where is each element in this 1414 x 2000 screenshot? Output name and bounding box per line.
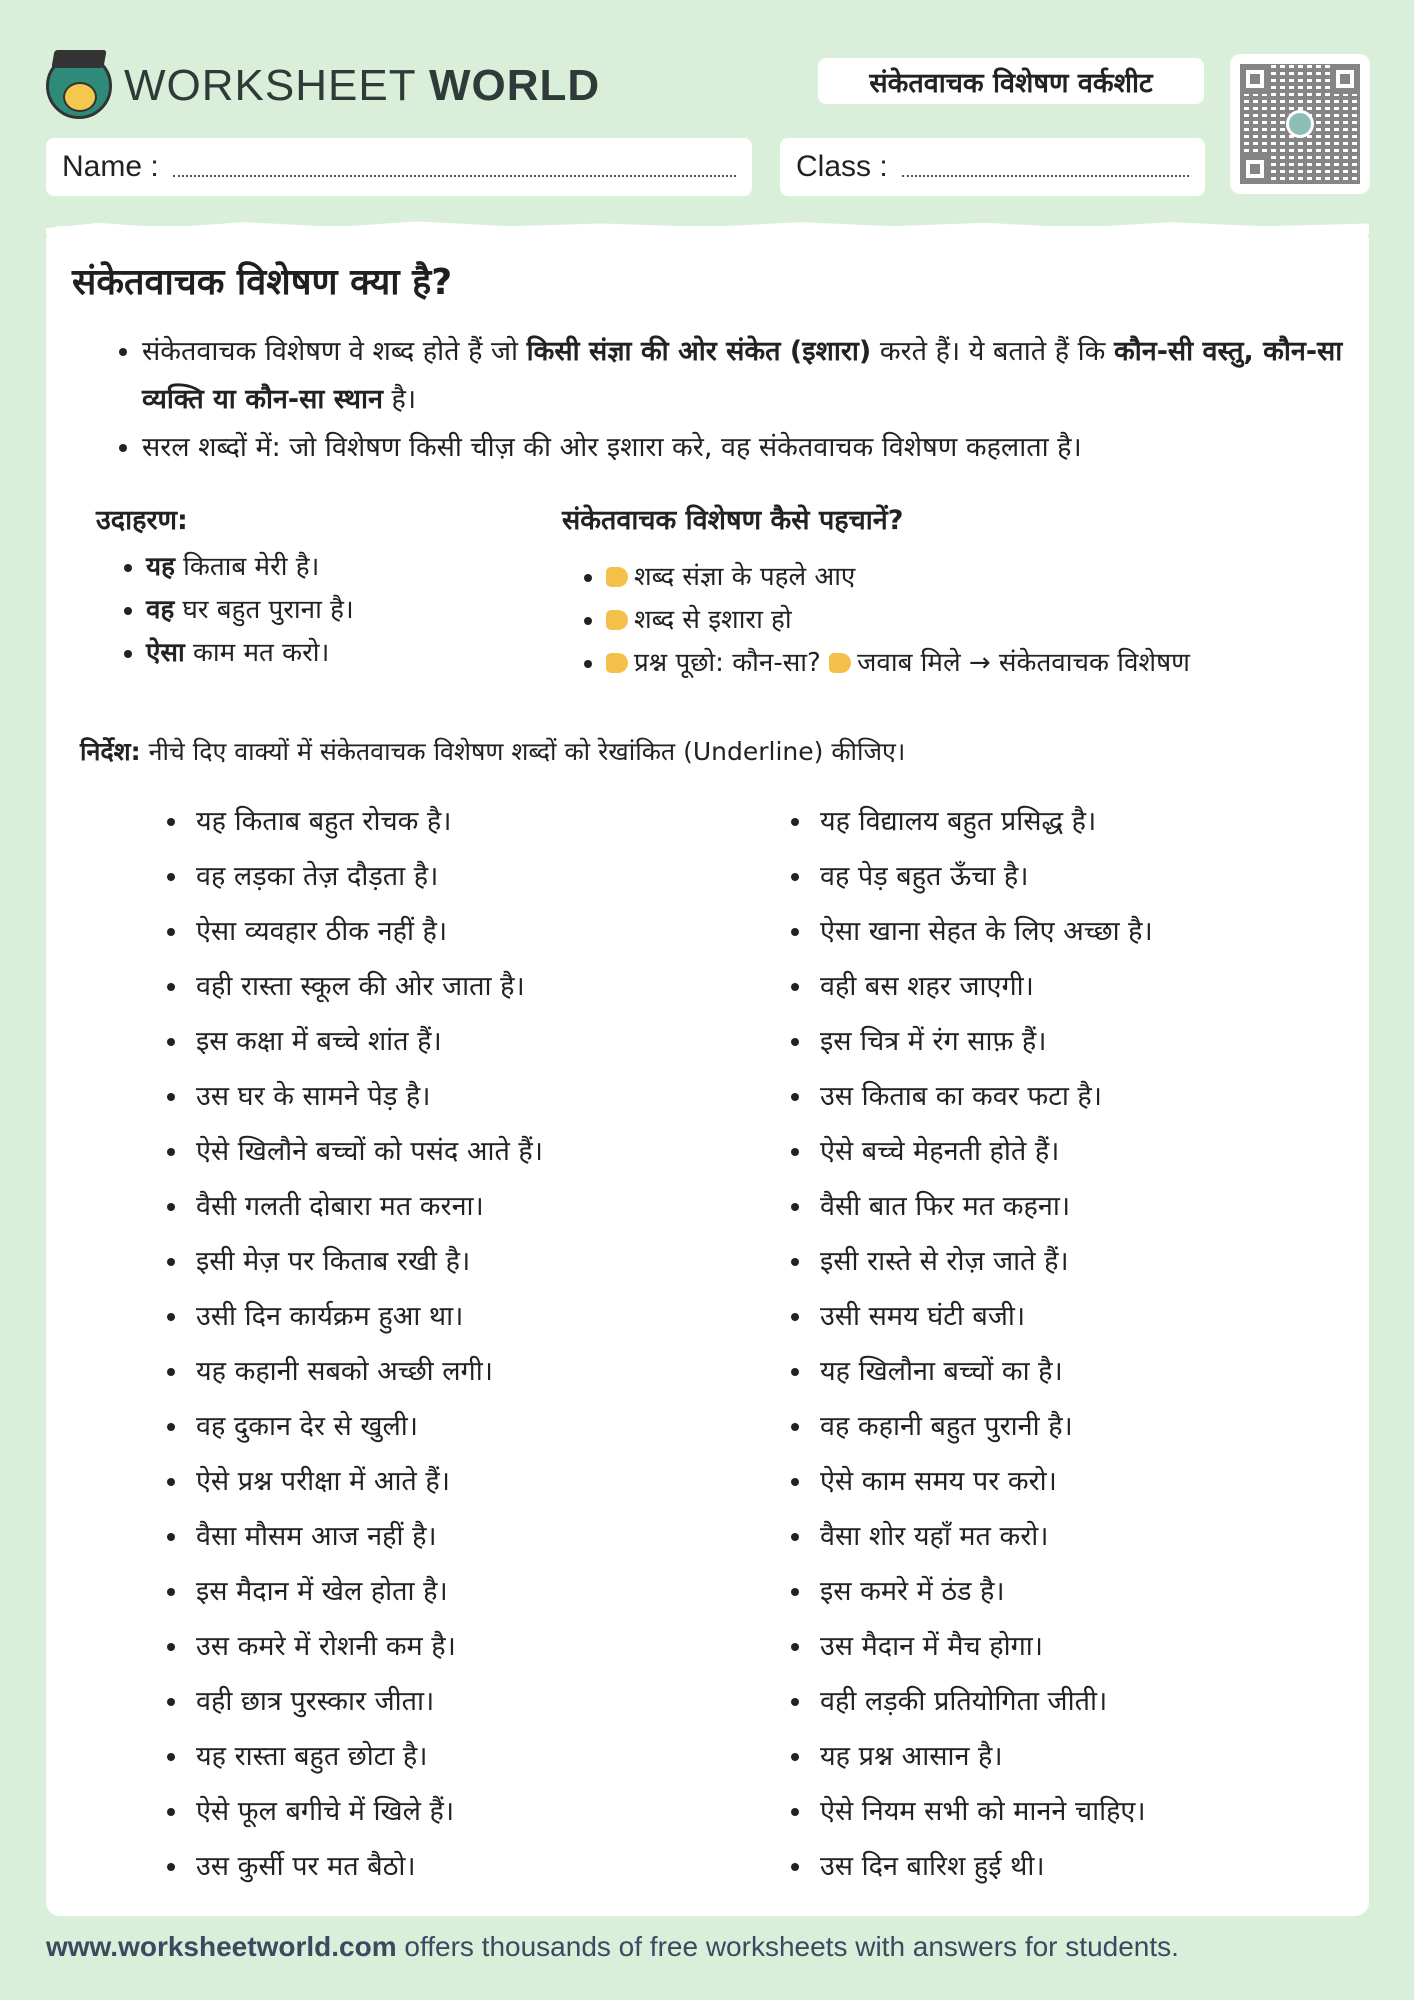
worksheet-title: संकेतवाचक विशेषण वर्कशीट [818,58,1204,104]
sentence-item: • उस किताब का कवर फटा है। [814,1069,1352,1124]
pointing-hand-icon [606,567,628,587]
sentence-item: • वह पेड़ बहुत ऊँचा है। [814,849,1352,904]
class-input-line[interactable] [902,175,1189,177]
sentence-item: • वही बस शहर जाएगी। [814,959,1352,1014]
sentence-item: • इस चित्र में रंग साफ़ हैं। [814,1014,1352,1069]
sentences-right-column [792,794,1352,1894]
sentences-left-column [168,794,768,1894]
class-label: Class : [796,150,888,183]
sentence-item: • वह कहानी बहुत पुरानी है। [814,1399,1352,1454]
sentence-item: • ऐसे फूल बगीचे में खिले हैं। [190,1784,768,1839]
qr-logo-icon [1286,110,1314,138]
sentence-item: • वही रास्ता स्कूल की ओर जाता है। [190,959,768,1014]
sentence-item: • इस कक्षा में बच्चे शांत हैं। [190,1014,768,1069]
examples-title: उदाहरण: [96,505,188,536]
example-item: • ऐसा काम मत करो। [146,632,520,675]
pointing-hand-icon [606,610,628,630]
footer: www.worksheetworld.com offers thousands of free worksheets with answers for students. [46,1931,1179,1962]
sentence-item: • इस कमरे में ठंड है। [814,1564,1352,1619]
sentence-item: • वह दुकान देर से खुली। [190,1399,768,1454]
sentence-item: • उस मैदान में मैच होगा। [814,1619,1352,1674]
pointing-hand-icon [606,653,628,673]
intro-point-2: • सरल शब्दों में: जो विशेषण किसी चीज़ की ओर इशारा करे, वह संकेतवाचक विशेषण कहलाता है। [142,424,1356,472]
sentence-item: • ऐसे काम समय पर करो। [814,1454,1352,1509]
instruction: निर्देश: नीचे दिए वाक्यों में संकेतवाचक विशेषण शब्दों को रेखांकित (Underline) कीजिए। [80,737,906,766]
identify-title: संकेतवाचक विशेषण कैसे पहचानें? [562,505,904,536]
sentence-item: • यह किताब बहुत रोचक है। [190,794,768,849]
sentence-item: • वही छात्र पुरस्कार जीता। [190,1674,768,1729]
section-heading: संकेतवाचक विशेषण क्या है? [72,262,453,303]
identify-list [580,556,1340,685]
sentence-item: • इस मैदान में खेल होता है। [190,1564,768,1619]
brand [46,46,600,126]
sentence-item: • ऐसे बच्चे मेहनती होते हैं। [814,1124,1352,1179]
name-field[interactable] [46,138,752,196]
qr-code-pattern [1240,64,1360,184]
sentence-item: • उसी समय घंटी बजी। [814,1289,1352,1344]
sentence-item: • उस दिन बारिश हुई थी। [814,1839,1352,1894]
sentence-item: • यह प्रश्न आसान है। [814,1729,1352,1784]
globe-mascot-logo-icon [46,53,112,119]
sentence-item: • यह कहानी सबको अच्छी लगी। [190,1344,768,1399]
pointing-hand-icon [829,653,851,673]
identify-item: • शब्द से इशारा हो [606,599,1340,642]
sentence-item: • उस घर के सामने पेड़ है। [190,1069,768,1124]
sentence-item: • वैसी गलती दोबारा मत करना। [190,1179,768,1234]
footer-site-link[interactable]: www.worksheetworld.com [46,1931,397,1962]
qr-finder-icon [1330,64,1360,94]
identify-item: • प्रश्न पूछो: कौन-सा? जवाब मिले → संकेतवाचक विशेषण [606,642,1340,685]
sentence-item: • यह विद्यालय बहुत प्रसिद्ध है। [814,794,1352,849]
sentence-item: • ऐसे खिलौने बच्चों को पसंद आते हैं। [190,1124,768,1179]
name-label: Name : [62,150,159,183]
sentence-item: • वैसा शोर यहाँ मत करो। [814,1509,1352,1564]
examples-list [120,546,520,675]
intro-point-1: • संकेतवाचक विशेषण वे शब्द होते हैं जो किसी संज्ञा की ओर संकेत (इशारा) करते हैं। ये बताते हैं कि कौन-सी वस्तु, कौन-सा व्यक्ति या कौन-सा स्थान है। [142,328,1356,424]
sentence-item: • ऐसा खाना सेहत के लिए अच्छा है। [814,904,1352,959]
sentence-item: • इसी रास्ते से रोज़ जाते हैं। [814,1234,1352,1289]
sentence-item: • ऐसा व्यवहार ठीक नहीं है। [190,904,768,959]
brand-name: WORKSHEET WORLD [124,61,601,110]
sentence-item: • ऐसे नियम सभी को मानने चाहिए। [814,1784,1352,1839]
name-input-line[interactable] [173,175,736,177]
class-field[interactable] [780,138,1205,196]
sentence-item: • यह रास्ता बहुत छोटा है। [190,1729,768,1784]
sentence-item: • वैसी बात फिर मत कहना। [814,1179,1352,1234]
example-item: • वह घर बहुत पुराना है। [146,589,520,632]
qr-finder-icon [1240,154,1270,184]
sentence-item: • उस कुर्सी पर मत बैठो। [190,1839,768,1894]
qr-code [1230,54,1370,194]
sentence-item: • वह लड़का तेज़ दौड़ता है। [190,849,768,904]
sentence-item: • वैसा मौसम आज नहीं है। [190,1509,768,1564]
example-item: • यह किताब मेरी है। [146,546,520,589]
sentence-item: • उसी दिन कार्यक्रम हुआ था। [190,1289,768,1344]
worksheet-card [46,226,1369,1916]
intro-list [116,328,1356,472]
sentence-item: • इसी मेज़ पर किताब रखी है। [190,1234,768,1289]
identify-item: • शब्द संज्ञा के पहले आए [606,556,1340,599]
sentence-item: • उस कमरे में रोशनी कम है। [190,1619,768,1674]
sentence-item: • ऐसे प्रश्न परीक्षा में आते हैं। [190,1454,768,1509]
sentence-item: • वही लड़की प्रतियोगिता जीती। [814,1674,1352,1729]
sentence-item: • यह खिलौना बच्चों का है। [814,1344,1352,1399]
qr-finder-icon [1240,64,1270,94]
